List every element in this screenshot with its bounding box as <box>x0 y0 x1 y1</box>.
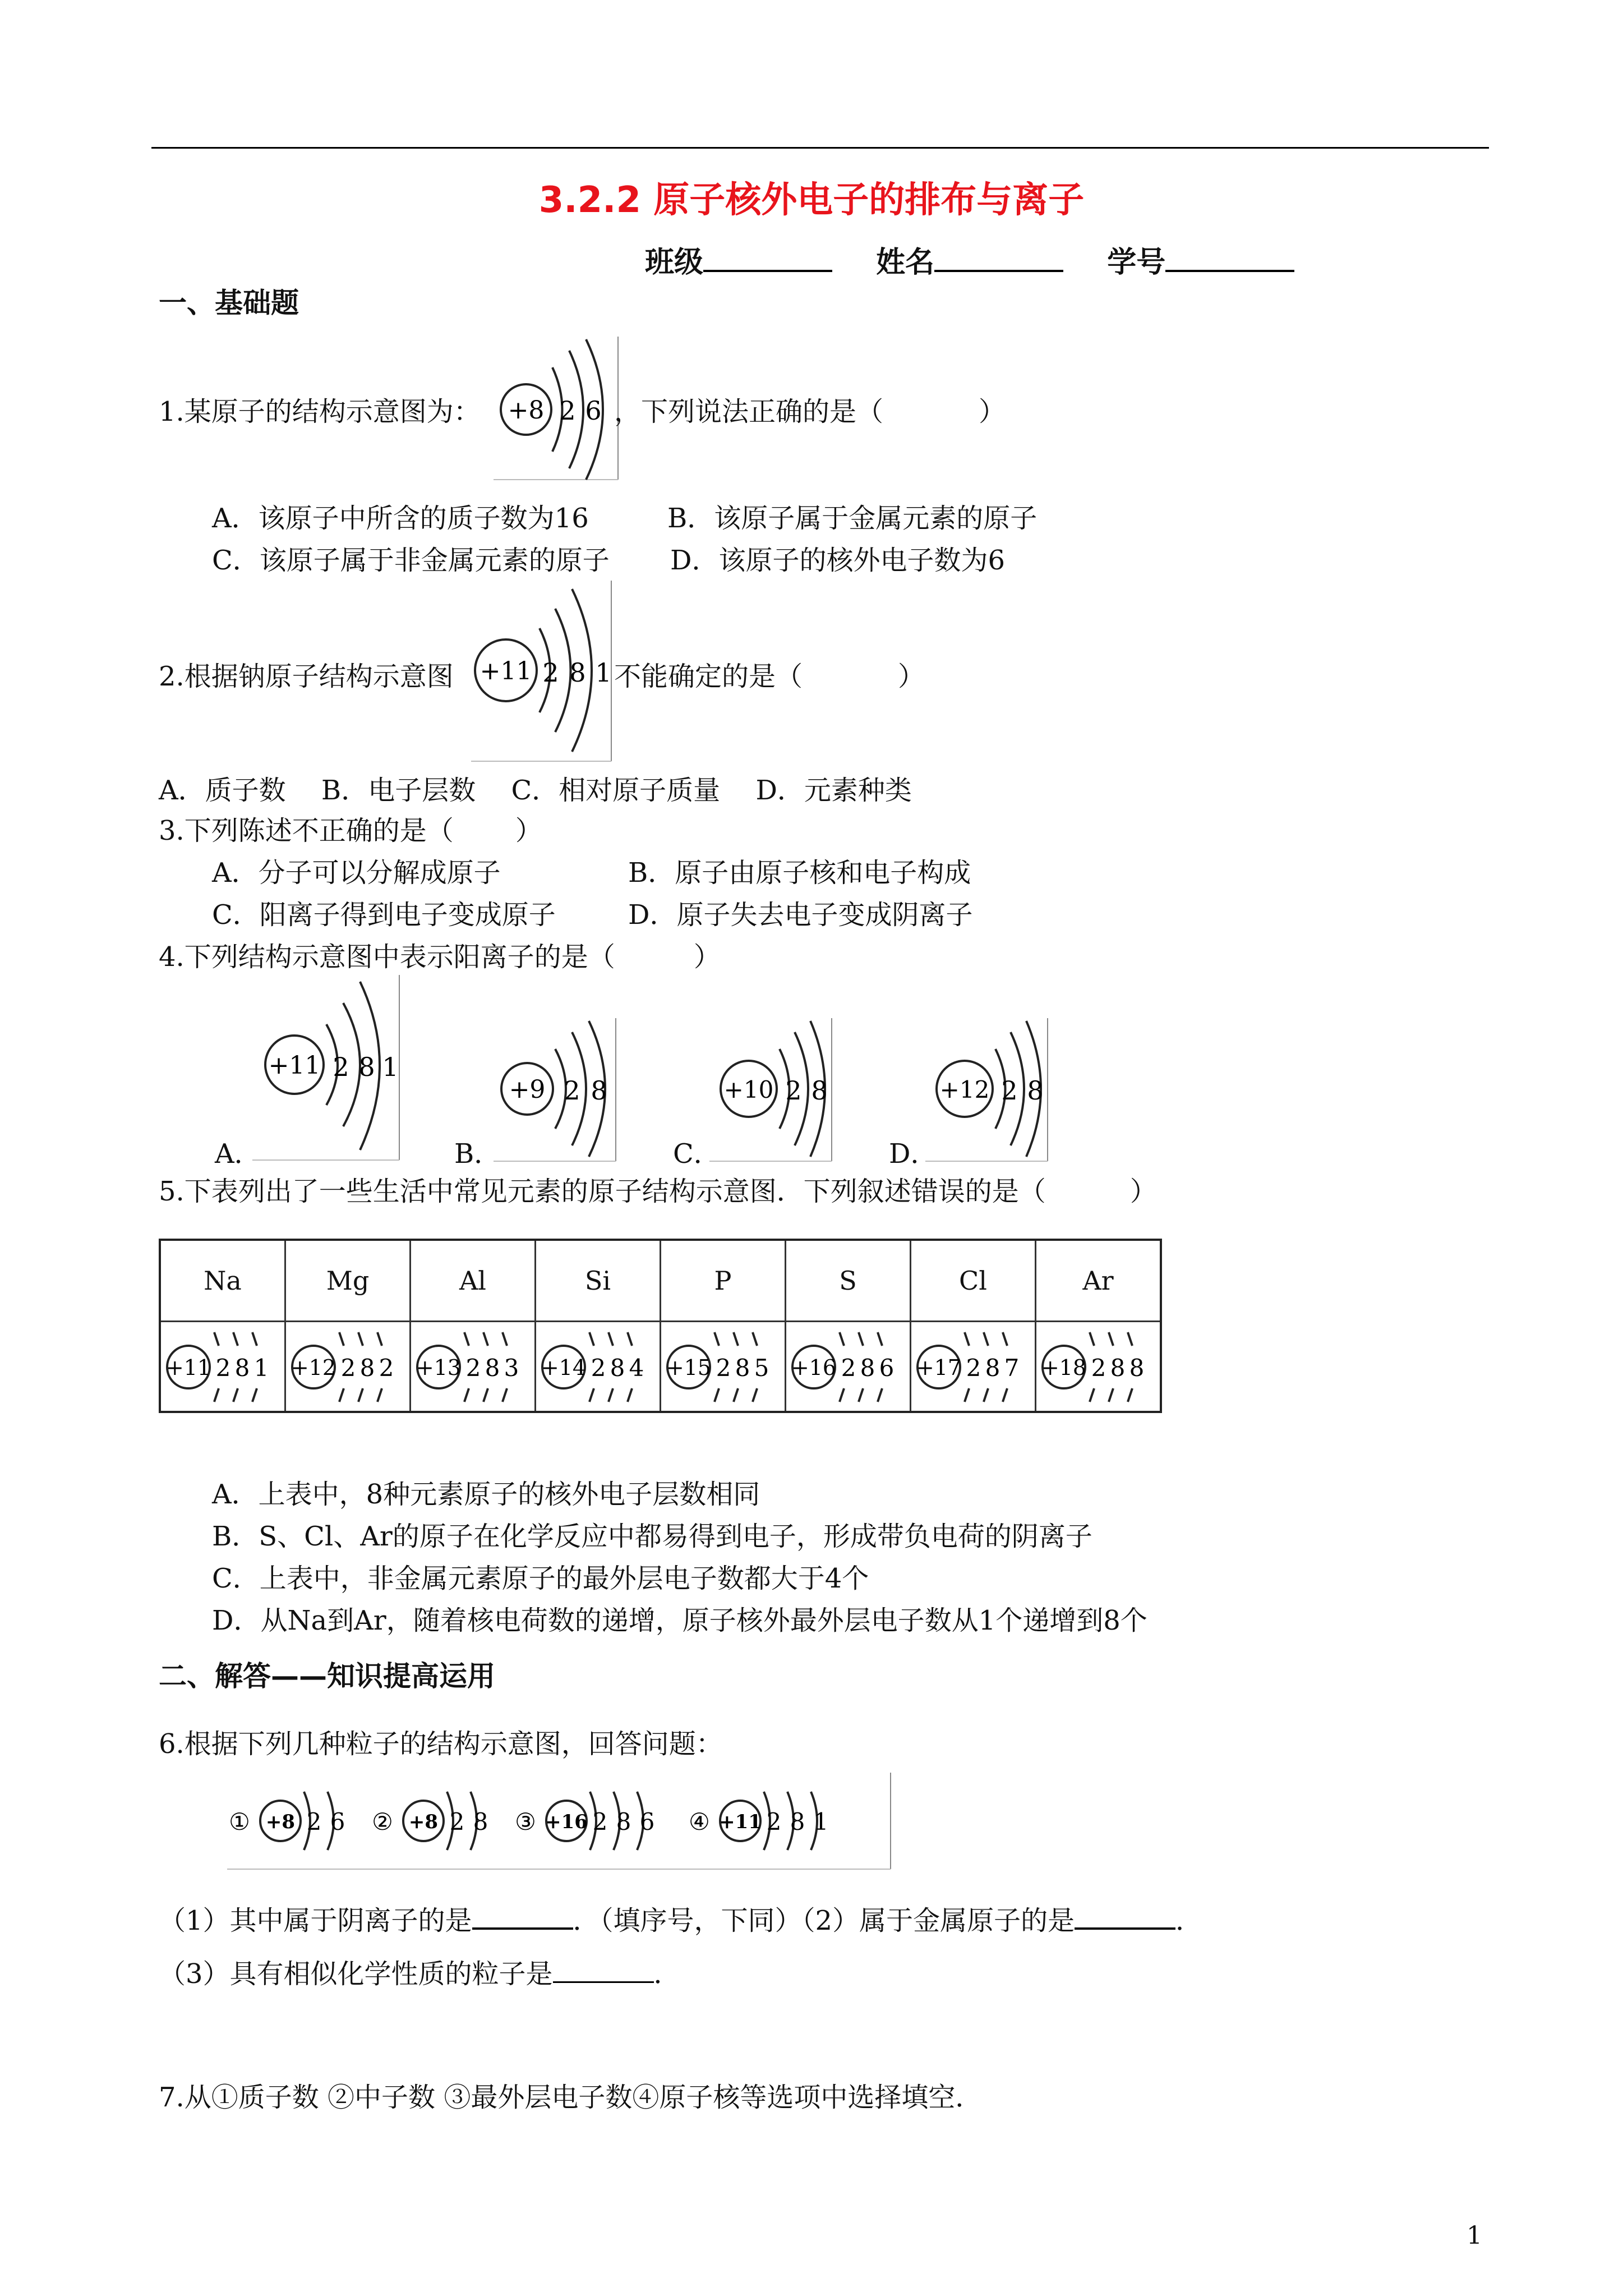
element-diagram <box>661 1322 786 1412</box>
q6-particle-diagrams <box>227 1773 895 1871</box>
element-diagram-row <box>160 1322 1161 1412</box>
element-diagram <box>1036 1322 1161 1412</box>
shell-electron-count: 2 <box>215 1354 231 1382</box>
name-label: 姓名 <box>876 246 935 279</box>
q4-choice-d-label[interactable]: D． <box>889 1138 938 1170</box>
q3-option-a: A．分子可以分解成原子 <box>212 857 501 889</box>
shell-electron-count: 8 <box>616 1808 631 1835</box>
nucleus-charge: +17 <box>916 1355 962 1380</box>
shell-electron-count: 8 <box>860 1354 875 1382</box>
particle-number: ② <box>372 1808 393 1835</box>
shell-electron-count: 8 <box>234 1354 250 1382</box>
shell-electron-count: 8 <box>985 1354 1000 1382</box>
q4-choice-d-diagram[interactable] <box>925 1018 1052 1163</box>
q5-option-b: B．S、Cl、Ar的原子在化学反应中都易得到电子，形成带负电荷的阴离子 <box>212 1521 1092 1552</box>
element-atom-diagram <box>787 1323 909 1407</box>
q4-choice-c-diagram[interactable] <box>709 1018 836 1163</box>
shell-electron-count: 1 <box>253 1354 269 1382</box>
element-symbol: S <box>786 1240 911 1322</box>
class-blank[interactable] <box>703 244 832 272</box>
svg-text:8: 8 <box>569 657 586 688</box>
q1-atom-diagram <box>494 337 623 482</box>
svg-text:+12: +12 <box>939 1076 990 1103</box>
shell-electron-count: 2 <box>591 1354 606 1382</box>
nucleus-charge: +8 <box>265 1811 296 1833</box>
q6-particle <box>515 1792 654 1850</box>
q6-blank-2[interactable] <box>1075 1903 1175 1930</box>
shell-electron-count: 2 <box>379 1354 394 1382</box>
shell-electron-count: 8 <box>473 1808 488 1835</box>
q6-stem: 6.根据下列几种粒子的结构示意图，回答问题： <box>159 1728 723 1760</box>
shell-electron-count: 2 <box>449 1808 465 1835</box>
particle-number: ③ <box>515 1808 536 1835</box>
q1-nucleus: +8 <box>508 396 545 425</box>
svg-text:1: 1 <box>382 1052 399 1082</box>
element-diagram <box>536 1322 661 1412</box>
element-symbol: Na <box>160 1240 285 1322</box>
nucleus-charge: +11 <box>719 1811 762 1833</box>
q3-option-b: B．原子由原子核和电子构成 <box>628 857 971 889</box>
shell-electron-count: 3 <box>504 1354 519 1382</box>
q2-atom-diagram <box>471 581 617 763</box>
q4-choice-b-label[interactable]: B． <box>454 1138 501 1170</box>
element-symbol: Si <box>536 1240 661 1322</box>
svg-text:+11: +11 <box>268 1051 321 1080</box>
q1-option-b: B．该原子属于金属元素的原子 <box>667 503 1038 534</box>
student-info <box>645 238 1294 280</box>
element-atom-diagram <box>412 1323 534 1407</box>
q3-option-d: D．原子失去电子变成阴离子 <box>628 899 973 931</box>
svg-text:8: 8 <box>1027 1075 1044 1106</box>
q4-choice-a-label[interactable]: A． <box>215 1138 261 1170</box>
element-symbol: Al <box>411 1240 536 1322</box>
svg-text:+10: +10 <box>723 1076 774 1103</box>
shell-electron-count: 2 <box>592 1808 608 1835</box>
shell-electron-count: 2 <box>766 1808 782 1835</box>
q1-option-a: A．该原子中所含的质子数为16 <box>212 503 589 534</box>
svg-text:2: 2 <box>333 1052 349 1082</box>
q4-choice-c-label[interactable]: C． <box>673 1138 721 1170</box>
q1-option-d: D．该原子的核外电子数为6 <box>670 545 1006 576</box>
q6-particle <box>229 1792 345 1850</box>
shell-electron-count: 8 <box>1110 1354 1126 1382</box>
shell-electron-count: 8 <box>790 1808 805 1835</box>
nucleus-charge: +12 <box>291 1355 336 1380</box>
q6-particle <box>372 1792 488 1850</box>
shell-electron-count: 2 <box>465 1354 481 1382</box>
particle-number: ① <box>229 1808 250 1835</box>
particle-number: ④ <box>689 1808 710 1835</box>
element-symbol-row <box>160 1240 1161 1322</box>
element-atom-diagram <box>287 1323 409 1407</box>
q3-option-c: C．阳离子得到电子变成原子 <box>212 899 556 931</box>
element-diagram <box>786 1322 911 1412</box>
q1-shell-2: 6 <box>585 395 602 426</box>
nucleus-charge: +13 <box>416 1355 462 1380</box>
q1-stem-before: 1.某原子的结构示意图为： <box>159 396 481 427</box>
svg-text:8: 8 <box>811 1075 828 1106</box>
shell-electron-count: 6 <box>879 1354 895 1382</box>
shell-electron-count: 8 <box>610 1354 625 1382</box>
header-rule <box>151 147 1489 149</box>
q5-option-d: D．从Na到Ar，随着核电荷数的递增，原子核外最外层电子数从1个递增到8个 <box>212 1605 1147 1636</box>
nucleus-charge: +11 <box>165 1355 211 1380</box>
section-2-heading: 二、解答——知识提高运用 <box>159 1660 495 1692</box>
element-atom-diagram <box>537 1323 659 1407</box>
section-1-heading: 一、基础题 <box>159 287 299 319</box>
q5-option-a: A．上表中，8种元素原子的核外电子层数相同 <box>212 1479 760 1510</box>
nucleus-charge: +16 <box>545 1811 588 1833</box>
q2-options: A．质子数 B．电子层数 C．相对原子质量 D．元素种类 <box>159 775 912 806</box>
q5-stem: 5.下表列出了一些生活中常见元素的原子结构示意图．下列叙述错误的是（ ） <box>159 1176 1157 1207</box>
q2-nucleus: +11 <box>479 657 532 685</box>
svg-text:+9: +9 <box>509 1075 546 1104</box>
shell-electron-count: 8 <box>485 1354 500 1382</box>
shell-electron-count: 8 <box>359 1354 375 1382</box>
page-number: 1 <box>1467 2221 1482 2250</box>
q1-shell-1: 2 <box>559 395 576 426</box>
shell-electron-count: 2 <box>716 1354 731 1382</box>
element-diagram <box>285 1322 411 1412</box>
svg-text:8: 8 <box>358 1052 375 1082</box>
shell-electron-count: 1 <box>813 1808 829 1835</box>
q6-particle <box>689 1792 828 1850</box>
q6-sub-1: （1）其中属于阴离子的是 ．（填序号，下同）（2）属于金属原子的是 ． <box>159 1899 1202 1938</box>
element-diagram <box>160 1322 285 1412</box>
element-symbol: Cl <box>911 1240 1036 1322</box>
q5-option-c: C．上表中，非金属元素原子的最外层电子数都大于4个 <box>212 1563 869 1594</box>
element-atom-diagram <box>162 1323 284 1407</box>
shell-electron-count: 2 <box>1091 1354 1106 1382</box>
q4-stem: 4.下列结构示意图中表示阳离子的是（ ） <box>159 941 721 973</box>
q2-stem-after: 不能确定的是（ ） <box>614 661 925 692</box>
element-atom-diagram <box>1037 1323 1159 1407</box>
element-atom-diagram <box>912 1323 1034 1407</box>
shell-electron-count: 2 <box>340 1354 356 1382</box>
element-diagram <box>911 1322 1036 1412</box>
nucleus-charge: +18 <box>1041 1355 1087 1380</box>
shell-electron-count: 5 <box>754 1354 769 1382</box>
page-title: 3.2.2 原子核外电子的排布与离子 <box>538 180 1085 221</box>
q3-stem: 3.下列陈述不正确的是（ ） <box>159 815 542 846</box>
element-symbol: Mg <box>285 1240 411 1322</box>
q4-choice-b-diagram[interactable] <box>494 1018 620 1163</box>
q1-option-c: C．该原子属于非金属元素的原子 <box>212 545 610 576</box>
q4-choice-a-diagram[interactable] <box>252 975 404 1161</box>
svg-text:8: 8 <box>591 1075 607 1106</box>
number-label: 学号 <box>1107 246 1166 279</box>
element-symbol: Ar <box>1036 1240 1161 1322</box>
shell-electron-count: 6 <box>639 1808 655 1835</box>
shell-electron-count: 7 <box>1004 1354 1020 1382</box>
element-atom-diagram <box>662 1323 784 1407</box>
q1-stem-after: ，下列说法正确的是（ ） <box>614 396 1006 427</box>
shell-electron-count: 4 <box>629 1354 644 1382</box>
svg-text:2: 2 <box>1001 1075 1018 1106</box>
q2-stem-before: 2.根据钠原子结构示意图 <box>159 661 454 692</box>
shell-electron-count: 2 <box>306 1808 322 1835</box>
shell-electron-count: 8 <box>1129 1354 1145 1382</box>
nucleus-charge: +8 <box>408 1811 439 1833</box>
element-diagram <box>411 1322 536 1412</box>
svg-text:2: 2 <box>785 1075 802 1106</box>
q6-blank-3[interactable] <box>553 1957 654 1983</box>
shell-electron-count: 6 <box>330 1808 345 1835</box>
q6-blank-1[interactable] <box>472 1903 573 1930</box>
shell-electron-count: 2 <box>841 1354 856 1382</box>
svg-text:2: 2 <box>564 1075 580 1106</box>
svg-text:2: 2 <box>542 657 559 688</box>
q7-stem: 7.从①质子数 ②中子数 ③最外层电子数④原子核等选项中选择填空． <box>159 2082 983 2113</box>
shell-electron-count: 2 <box>966 1354 981 1382</box>
svg-text:1: 1 <box>595 657 612 688</box>
nucleus-charge: +15 <box>666 1355 712 1380</box>
element-symbol: P <box>661 1240 786 1322</box>
nucleus-charge: +14 <box>541 1355 587 1380</box>
q6-sub-3: （3）具有相似化学性质的粒子是 ． <box>159 1952 681 1991</box>
name-blank[interactable] <box>934 244 1063 272</box>
shell-electron-count: 8 <box>735 1354 750 1382</box>
element-table <box>159 1239 1162 1413</box>
class-label: 班级 <box>645 246 704 279</box>
nucleus-charge: +16 <box>791 1355 837 1380</box>
number-blank[interactable] <box>1165 244 1294 272</box>
